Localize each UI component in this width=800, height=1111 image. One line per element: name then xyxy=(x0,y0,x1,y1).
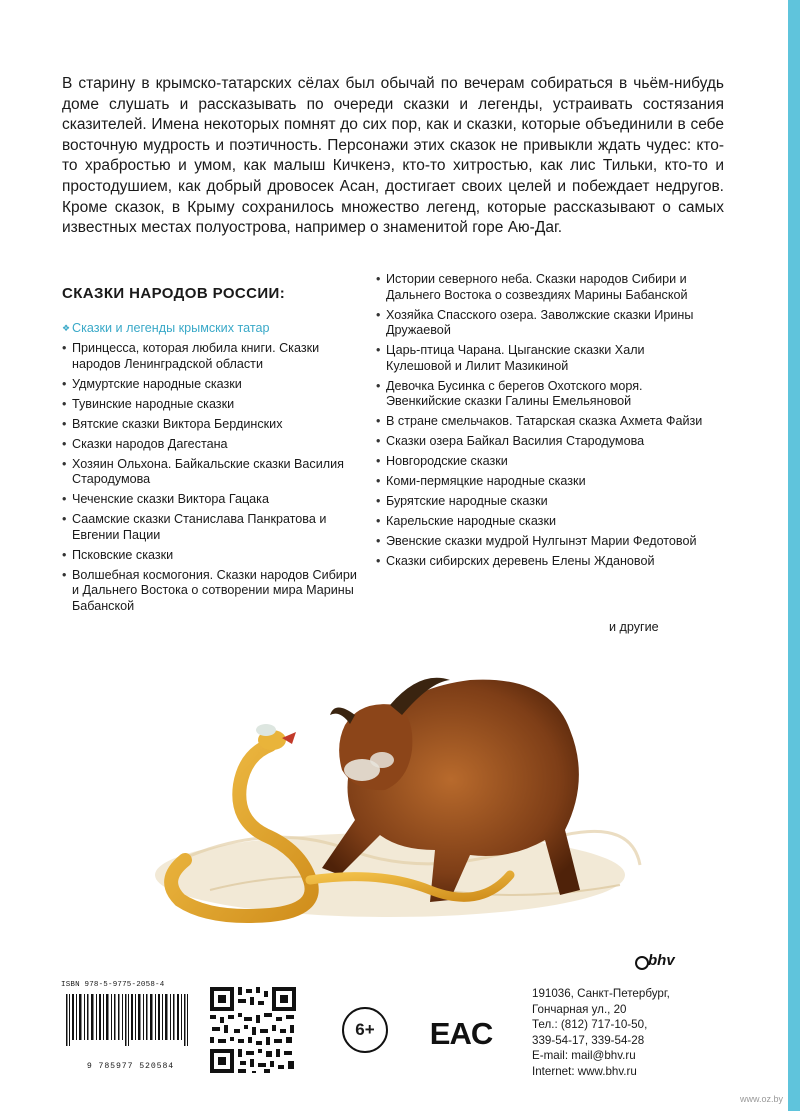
bull-and-snake-illustration xyxy=(150,620,650,930)
eac-mark-text: EAC xyxy=(429,1016,493,1051)
contact-phone-line-2: 339-54-17, 339-54-28 xyxy=(532,1033,645,1047)
list-item: • Чеченские сказки Виктора Гацака xyxy=(62,492,362,508)
publisher-logo xyxy=(634,945,694,971)
contact-website[interactable]: Internet: www.bhv.ru xyxy=(532,1064,637,1078)
qr-code xyxy=(208,985,298,1075)
list-item: • Сказки сибирских деревень Елены Ждановой xyxy=(376,554,706,570)
barcode xyxy=(61,980,200,1075)
watermark: www.oz.by xyxy=(740,1094,784,1104)
contact-phone-line: Тел.: (812) 717-10-50, xyxy=(532,1018,648,1031)
list-item: • Принцесса, которая любила книги. Сказки народов Ленинградской области xyxy=(62,341,362,372)
list-item: • Саамские сказки Станислава Панкратова и Евгении Пации xyxy=(62,512,362,543)
series-list-left xyxy=(62,321,362,619)
publisher-logo-text: bhv xyxy=(648,952,675,969)
list-item: • Эвенские сказки мудрой Нулгынэт Марии Федотовой xyxy=(376,534,706,550)
list-item: • Новгородские сказки xyxy=(376,454,706,470)
eac-certification-mark xyxy=(429,1014,493,1051)
contact-address-line: 191036, Санкт-Петербург, xyxy=(532,987,670,1000)
list-item: • Псковские сказки xyxy=(62,548,362,564)
list-item: • Девочка Бусинка с берегов Охотского моря. Эвенкийские сказки Галины Емельяновой xyxy=(376,379,706,410)
series-list-right xyxy=(376,272,706,574)
list-item: • Коми-пермяцкие народные сказки xyxy=(376,474,706,490)
contact-street-line: Гончарная ул., 20 xyxy=(532,1002,627,1016)
list-item: • Удмуртские народные сказки xyxy=(62,377,362,393)
list-item: • Сказки народов Дагестана xyxy=(62,437,362,453)
intro-paragraph: В старину в крымско-татарских сёлах был обычай по вечерам собираться в чьём-нибудь доме слушать и рассказывать по очереди сказки и легенды, устраивать состязания сказителей. Имена некоторых помнят до сих пор, как и сказки, которые объединили в себе восточную мудрость и поэтичность. Персонажи этих сказок не привыкли ждать чудес: кто-то храбростью и умом, как малыш Кичкенэ, кто-то хитростью, как лис Тильки, кто-то и простодушием, как добрый дровосек Асан, достигает своих целей и побеждает недругов. Кроме сказок, в Крыму сохранилось множество легенд, которые рассказывают о самых известных местах полуострова, например о знаменитой горе Аю-Даг. xyxy=(62,75,724,237)
list-item: • Истории северного неба. Сказки народов Сибири и Дальнего Востока о созвездиях Марины Бабанской xyxy=(376,272,706,303)
edge-stripe xyxy=(788,0,800,1111)
list-item: • Карельские народные сказки xyxy=(376,514,706,530)
list-item: • Волшебная космогония. Сказки народов Сибири и Дальнего Востока о сотворении мира Марины Бабанской xyxy=(62,568,362,615)
others-label: и другие xyxy=(609,620,659,634)
list-item: • Хозяйка Спасского озера. Заволжские сказки Ирины Дружаевой xyxy=(376,308,706,339)
age-rating-badge: 6+ xyxy=(342,1007,388,1053)
isbn-label: ISBN 978-5-9775-2058-4 xyxy=(61,981,165,989)
list-item: • Тувинские народные сказки xyxy=(62,397,362,413)
list-item: • Вятские сказки Виктора Бердинских xyxy=(62,417,362,433)
list-item: • Хозяин Ольхона. Байкальские сказки Василия Стародумова xyxy=(62,457,362,488)
list-item: • Сказки озера Байкал Василия Стародумова xyxy=(376,434,706,450)
list-item: • В стране смельчаков. Татарская сказка Ахмета Файзи xyxy=(376,414,706,430)
list-item: • Царь-птица Чарана. Цыганские сказки Хали Кулешовой и Лилит Мазикиной xyxy=(376,343,706,374)
contact-email[interactable]: E-mail: mail@bhv.ru xyxy=(532,1049,636,1062)
publisher-contact xyxy=(532,986,670,1079)
list-item: • Бурятские народные сказки xyxy=(376,494,706,510)
series-heading: СКАЗКИ НАРОДОВ РОССИИ: xyxy=(62,285,286,302)
barcode-number: 9 785977 520584 xyxy=(86,1062,175,1071)
list-item-current: ❖ Сказки и легенды крымских татар xyxy=(62,321,362,337)
